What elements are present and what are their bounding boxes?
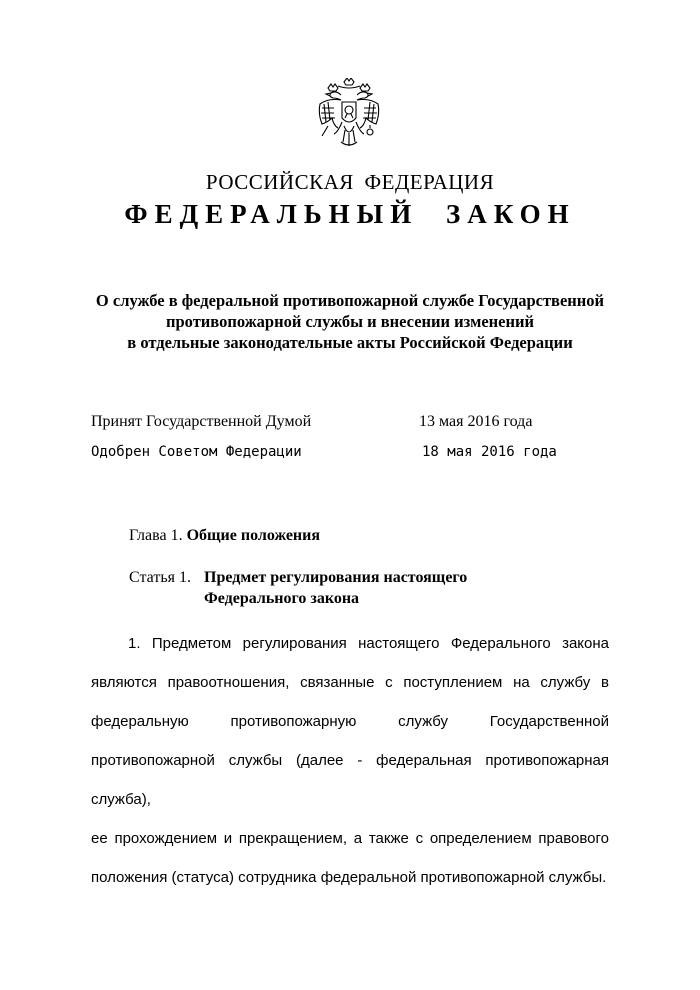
paragraph-line: 1. Предметом регулирования настоящего Федерального закона bbox=[128, 635, 609, 652]
chapter-heading bbox=[129, 527, 320, 545]
article-paragraph bbox=[91, 624, 609, 897]
article-heading bbox=[129, 567, 468, 607]
adoption-row-council bbox=[91, 444, 557, 460]
chapter-prefix: Глава 1. bbox=[129, 527, 183, 544]
adoption-date: 18 мая 2016 года bbox=[422, 444, 557, 460]
paragraph-line: являются правоотношения, связанные с поступлением на службу в bbox=[91, 674, 609, 691]
paragraph-line: положения (статуса) сотрудника федеральной противопожарной службы. bbox=[91, 869, 607, 886]
article-title-line: Предмет регулирования настоящего bbox=[204, 569, 468, 586]
adoption-row-duma bbox=[91, 413, 533, 431]
adoption-label: Одобрен Советом Федерации bbox=[91, 444, 302, 460]
chapter-title: Общие положения bbox=[186, 527, 321, 544]
country-name: РОССИЙСКАЯ ФЕДЕРАЦИЯ bbox=[205, 170, 495, 194]
paragraph-line: федеральную противопожарную службу Государственной bbox=[91, 713, 609, 730]
subject-line: в отдельные законодательные акты Российской Федерации bbox=[127, 333, 573, 352]
law-subject-heading bbox=[60, 290, 640, 353]
article-prefix: Статья 1. bbox=[129, 569, 191, 586]
article-title-line: Федерального закона bbox=[204, 590, 360, 607]
adoption-label: Принят Государственной Думой bbox=[91, 413, 312, 430]
subject-line: О службе в федеральной противопожарной службе Государственной bbox=[95, 291, 605, 310]
adoption-date: 13 мая 2016 года bbox=[419, 413, 533, 430]
double-headed-eagle-emblem-icon bbox=[314, 78, 384, 150]
subject-line: противопожарной службы и внесении изменений bbox=[165, 312, 534, 331]
article-title bbox=[204, 567, 467, 609]
paragraph-line: противопожарной службы (далее - федеральная противопожарная служба), bbox=[91, 752, 609, 808]
document-type-title: ФЕДЕРАЛЬНЫЙ ЗАКОН bbox=[124, 199, 576, 229]
paragraph-line: ее прохождением и прекращением, а также с определением правового bbox=[91, 830, 609, 847]
